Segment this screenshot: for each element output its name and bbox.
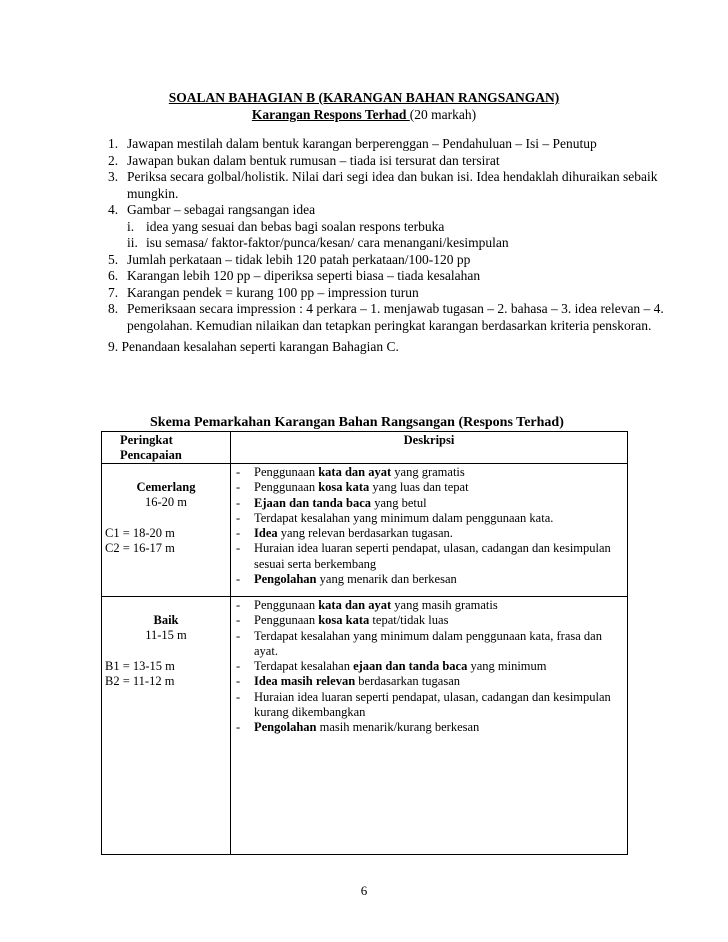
desc-item: - Pengolahan yang menarik dan berkesan: [236, 572, 457, 587]
description-cell: [231, 597, 628, 855]
rule-item: [108, 268, 668, 285]
level-cell: [102, 464, 231, 597]
scoring-table: [101, 431, 628, 855]
rule-item-last: 9. Penandaan kesalahan seperti karangan Bahagian C.: [108, 339, 399, 354]
rule-subitem: [108, 235, 668, 252]
rule-text: Periksa secara golbal/holistik. Nilai dari segi idea dan bukan isi. Idea hendaklah dihuraikan sebaik mungkin.: [127, 169, 658, 201]
desc-item: - Idea masih relevan berdasarkan tugasan: [236, 674, 460, 689]
rule-number: 5.: [108, 251, 119, 267]
rule-subitem: [108, 219, 668, 236]
table-header-row: [102, 432, 628, 464]
document-subtitle: [0, 107, 728, 123]
subtitle-marks: (20 markah): [409, 107, 477, 122]
rule-item: [108, 202, 668, 219]
rule-item: [108, 153, 668, 170]
sublevel: B2 = 11-12 m: [105, 673, 175, 688]
sublevel: B1 = 13-15 m: [105, 658, 175, 673]
level-cell: [102, 597, 231, 855]
rule-text: Pemeriksaan secara impression : 4 perkara – 1. menjawab tugasan – 2. bahasa – 3. idea relevan – 4. pengolahan. Kemudian nilaikan dan tetapkan peringkat karangan berdasarkan kriteria penskoran.: [127, 301, 664, 333]
desc-item: - Penggunaan kosa kata yang luas dan tepat: [236, 480, 469, 495]
level-range: 16-20 m: [144, 495, 187, 510]
desc-item: - Huraian idea luaran seperti pendapat, ulasan, cadangan dan kesimpulan kurang dikembangkan: [236, 689, 611, 720]
rules-list: [108, 136, 668, 334]
scheme-title: Skema Pemarkahan Karangan Bahan Rangsangan (Respons Terhad): [150, 415, 564, 430]
rule-text: isu semasa/ faktor-faktor/punca/kesan/ cara menangani/kesimpulan: [146, 235, 509, 250]
description-cell: [231, 464, 628, 597]
rule-text: Jawapan bukan dalam bentuk rumusan – tiada isi tersurat dan tersirat: [127, 152, 500, 168]
rule-text: idea yang sesuai dan bebas bagi soalan respons terbuka: [146, 218, 445, 234]
document-title: SOALAN BAHAGIAN B (KARANGAN BAHAN RANGSANGAN): [168, 90, 560, 105]
subtitle-bold: Karangan Respons Terhad: [251, 107, 410, 122]
table-row: [102, 597, 628, 855]
rule-text: Karangan lebih 120 pp – diperiksa seperti biasa – tiada kesalahan: [127, 268, 481, 283]
desc-item: - Penggunaan kata dan ayat yang gramatis: [236, 465, 465, 479]
sublevel: C2 = 16-17 m: [105, 540, 175, 555]
rule-text: Gambar – sebagai rangsangan idea: [127, 202, 316, 217]
rule-text: Jawapan mestilah dalam bentuk karangan berperenggan – Pendahuluan – Isi – Penutup: [127, 136, 597, 151]
desc-item: - Penggunaan kosa kata tepat/tidak luas: [236, 613, 449, 628]
rule-number: 8.: [108, 301, 119, 316]
level-name: Cemerlang: [136, 480, 196, 494]
rule-item: [108, 285, 668, 302]
sublevel: C1 = 18-20 m: [105, 525, 175, 540]
rule-number: i.: [127, 218, 135, 234]
rule-number: 4.: [108, 202, 119, 217]
desc-item: - Terdapat kesalahan yang minimum dalam penggunaan kata.: [236, 510, 554, 525]
rule-item: [108, 301, 668, 334]
rule-item: [108, 169, 668, 202]
rule-number: 1.: [108, 136, 119, 151]
rule-item: [108, 136, 668, 153]
desc-item: - Terdapat kesalahan yang minimum dalam penggunaan kata, frasa dan ayat.: [236, 628, 602, 658]
header-level: Peringkat Pencapaian: [102, 432, 231, 464]
header-description: Deskripsi: [231, 432, 628, 464]
desc-item: - Pengolahan masih menarik/kurang berkesan: [236, 720, 480, 735]
desc-item: - Penggunaan kata dan ayat yang masih gramatis: [236, 598, 498, 612]
desc-item: - Ejaan dan tanda baca yang betul: [236, 495, 427, 510]
level-range: 11-15 m: [145, 628, 187, 643]
rule-number: 2.: [108, 152, 119, 168]
rule-text: Jumlah perkataan – tidak lebih 120 patah perkataan/100-120 pp: [127, 251, 471, 267]
rule-number: ii.: [127, 235, 138, 250]
desc-item: - Huraian idea luaran seperti pendapat, ulasan, cadangan dan kesimpulan sesuai serta berkembang: [236, 541, 611, 571]
desc-item: - Idea yang relevan berdasarkan tugasan.: [236, 526, 453, 541]
rule-number: 6.: [108, 268, 119, 283]
rule-item: [108, 252, 668, 269]
rule-number: 3.: [108, 169, 119, 184]
table-row: [102, 464, 628, 597]
page-number: 6: [360, 883, 368, 898]
level-name: Baik: [153, 613, 179, 627]
rule-text: Karangan pendek = kurang 100 pp – impression turun: [127, 284, 419, 300]
desc-item: - Terdapat kesalahan ejaan dan tanda baca yang minimum: [236, 659, 547, 674]
rule-number: 7.: [108, 284, 119, 300]
